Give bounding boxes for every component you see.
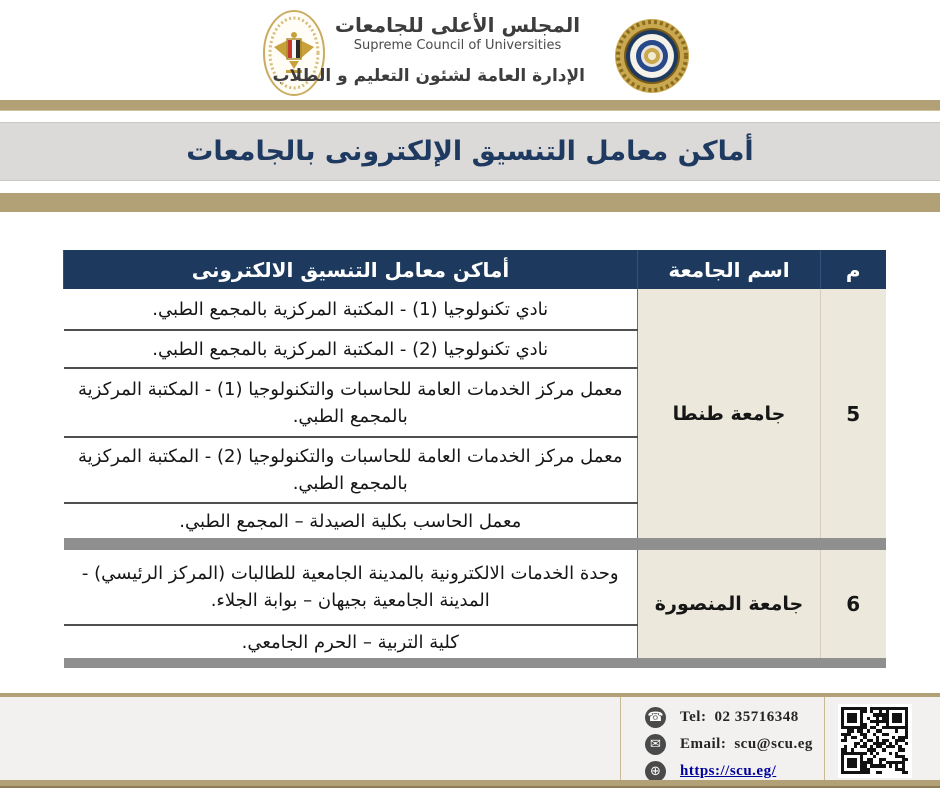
tel-value: 02 35716348 — [714, 708, 799, 725]
title-banner — [0, 122, 940, 181]
gold-bar-second — [0, 193, 940, 212]
table-header-row — [64, 250, 886, 289]
scu-logo-icon — [614, 13, 690, 99]
footer-divider-right — [824, 697, 825, 780]
footer — [0, 693, 940, 780]
table-bottom-separator — [64, 658, 886, 668]
location-cell: نادي تكنولوجيا (2) - المكتبة المركزية بالمجمع الطبي. — [64, 330, 638, 368]
email-label: Email: — [680, 735, 727, 752]
page-title: أماكن معامل التنسيق الإلكترونى بالجامعات — [186, 136, 754, 167]
header — [0, 0, 940, 100]
tel-text — [680, 709, 799, 726]
table-row — [64, 289, 886, 330]
org-text-block — [272, 13, 585, 86]
org-name-arabic: المجلس الأعلى للجامعات — [334, 13, 581, 37]
email-text — [680, 736, 813, 753]
location-cell: كلية التربية – الحرم الجامعي. — [64, 625, 638, 658]
coordination-labs-table — [63, 250, 886, 668]
email-row — [645, 733, 813, 755]
email-value: scu@scu.eg — [734, 735, 813, 752]
gold-bar-top — [0, 100, 940, 111]
footer-divider-left — [620, 697, 621, 780]
location-cell: معمل مركز الخدمات العامة للحاسبات والتكنولوجيا (1) - المكتبة المركزية بالمجمع الطبي. — [64, 368, 638, 437]
qr-code-grid — [841, 707, 909, 774]
number-cell: 6 — [821, 550, 886, 658]
header-university: اسم الجامعة — [638, 250, 821, 289]
website-row — [645, 760, 813, 782]
location-cell: معمل مركز الخدمات العامة للحاسبات والتكنولوجيا (2) - المكتبة المركزية بالمجمع الطبي. — [64, 437, 638, 503]
department-name: الإدارة العامة لشئون التعليم و الطلاب — [272, 66, 585, 86]
header-number: م — [821, 250, 886, 289]
table-row — [64, 550, 886, 625]
contact-block — [645, 706, 813, 782]
phone-icon: ☎ — [645, 707, 666, 728]
tel-row — [645, 706, 813, 728]
university-cell: جامعة المنصورة — [638, 550, 821, 658]
location-cell: معمل الحاسب بكلية الصيدلة – المجمع الطبي. — [64, 503, 638, 538]
tel-label: Tel: — [680, 708, 707, 725]
location-cell: وحدة الخدمات الالكترونية بالمدينة الجامعية للطالبات (المركز الرئيسي) - المدينة الجامعية بجيهان – بوابة الجلاء. — [64, 550, 638, 625]
number-cell: 5 — [821, 289, 886, 538]
header-locations: أماكن معامل التنسيق الالكترونى — [64, 250, 638, 289]
qr-code — [838, 704, 912, 778]
email-icon: ✉ — [645, 734, 666, 755]
section-separator — [64, 538, 886, 550]
website-link[interactable]: https://scu.eg/ — [680, 762, 777, 779]
university-cell: جامعة طنطا — [638, 289, 821, 538]
org-name-english: Supreme Council of Universities — [353, 38, 562, 53]
bottom-bar — [0, 780, 940, 788]
location-cell: نادي تكنولوجيا (1) - المكتبة المركزية بالمجمع الطبي. — [64, 289, 638, 330]
globe-icon: ⊕ — [645, 761, 666, 782]
website-text — [680, 763, 776, 780]
